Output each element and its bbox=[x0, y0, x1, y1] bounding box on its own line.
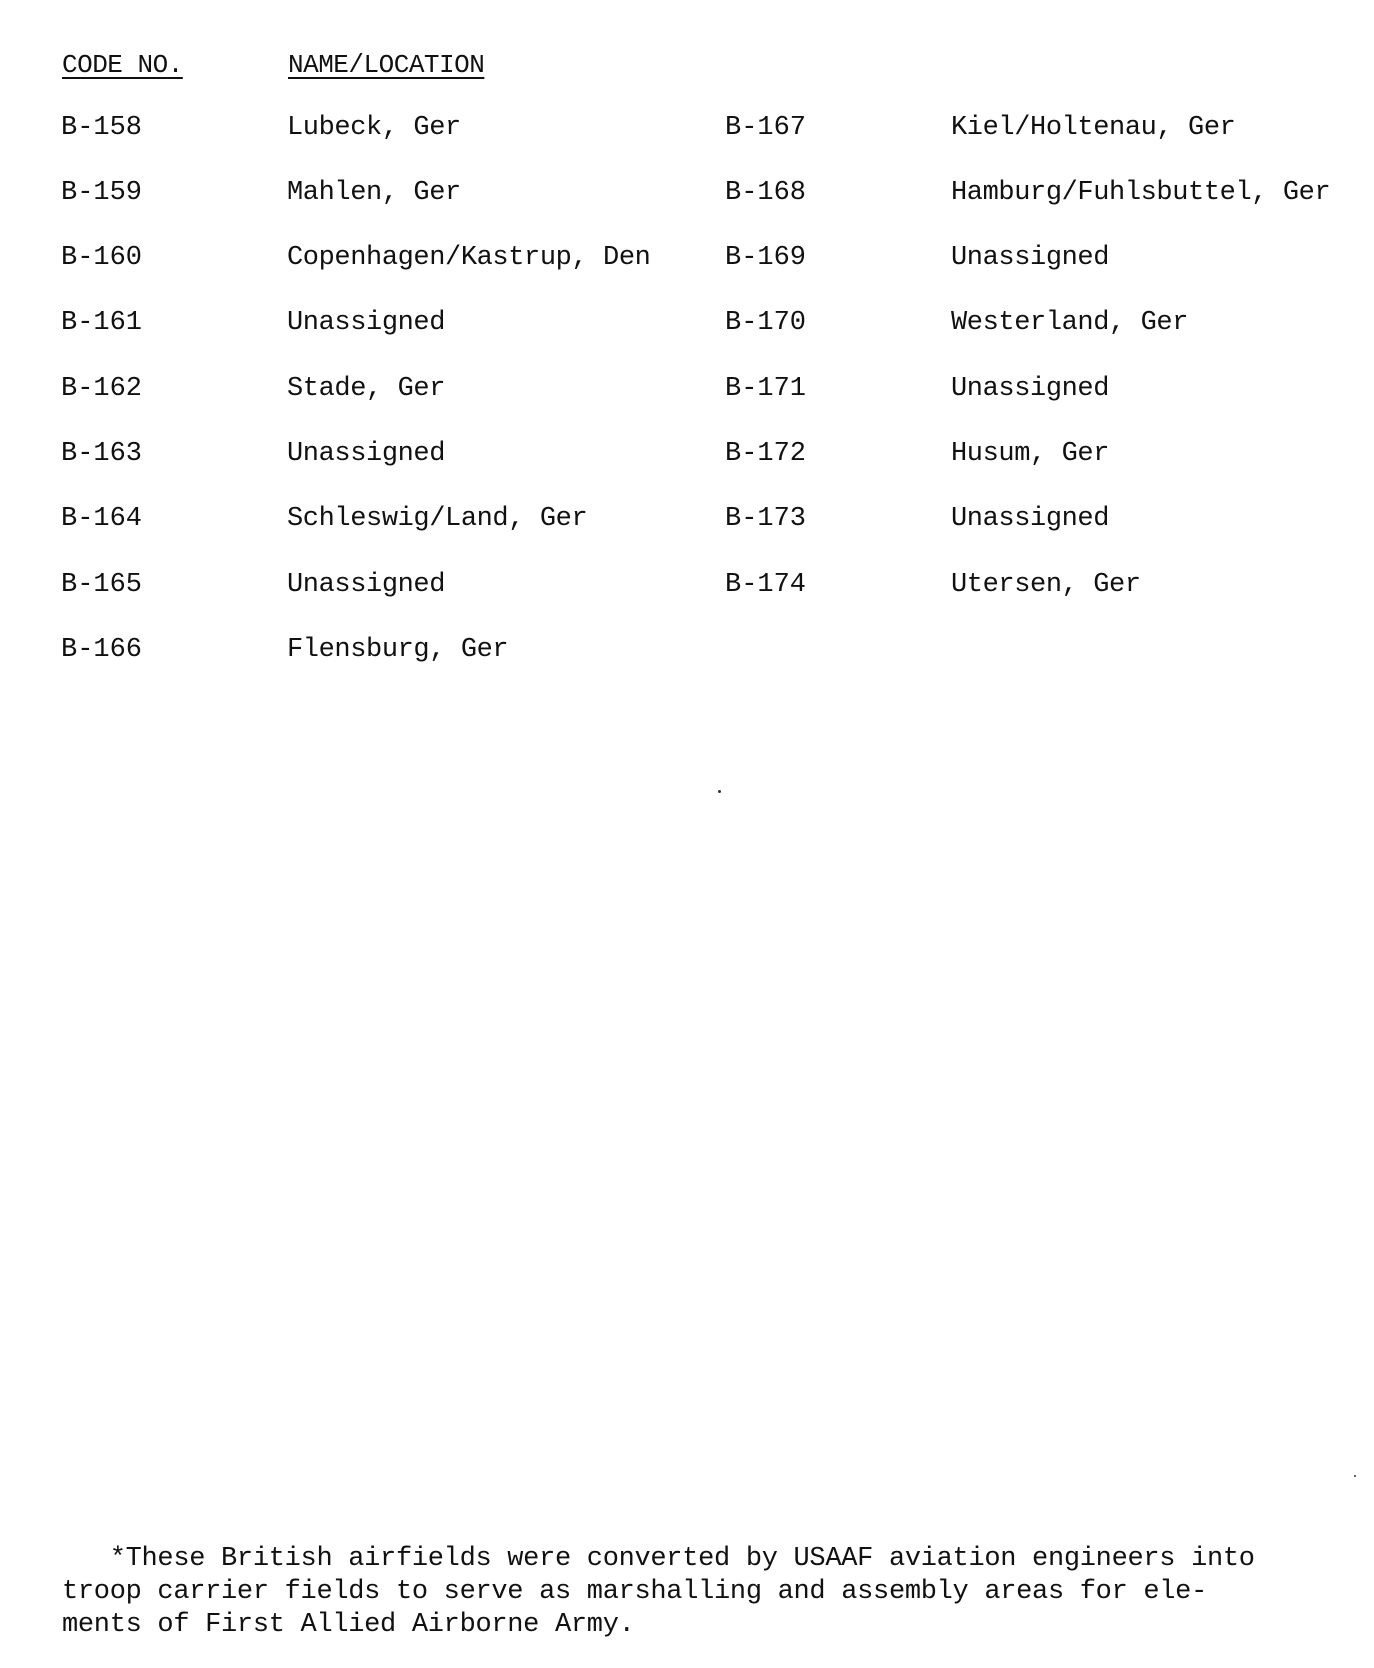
code-cell: B-165 bbox=[61, 570, 143, 600]
code-cell: B-168 bbox=[725, 178, 807, 208]
location-cell: Westerland, Ger bbox=[951, 308, 1189, 338]
code-cell: B-160 bbox=[61, 243, 143, 273]
header-code-no: CODE NO. bbox=[62, 50, 183, 80]
location-cell: Flensburg, Ger bbox=[287, 635, 509, 665]
code-cell: B-163 bbox=[61, 439, 143, 469]
code-cell: B-170 bbox=[725, 308, 807, 338]
location-cell: Unassigned bbox=[287, 308, 446, 338]
code-cell: B-164 bbox=[61, 504, 143, 534]
location-cell: Hamburg/Fuhlsbuttel, Ger bbox=[951, 178, 1331, 208]
footnote-line: troop carrier fields to serve as marshalling and assembly areas for ele- bbox=[62, 1577, 1207, 1607]
location-cell: Kiel/Holtenau, Ger bbox=[951, 113, 1236, 143]
location-cell: Schleswig/Land, Ger bbox=[287, 504, 588, 534]
header-name-location: NAME/LOCATION bbox=[288, 50, 485, 80]
location-cell: Mahlen, Ger bbox=[287, 178, 461, 208]
location-cell: Unassigned bbox=[951, 504, 1110, 534]
code-cell: B-169 bbox=[725, 243, 807, 273]
code-cell: B-162 bbox=[61, 374, 143, 404]
location-cell: Unassigned bbox=[287, 439, 446, 469]
footnote bbox=[62, 1543, 1352, 1642]
location-cell: Husum, Ger bbox=[951, 439, 1110, 469]
location-cell: Lubeck, Ger bbox=[287, 113, 461, 143]
code-cell: B-159 bbox=[61, 178, 143, 208]
code-cell: B-171 bbox=[725, 374, 807, 404]
location-cell: Utersen, Ger bbox=[951, 570, 1141, 600]
footnote-line: ments of First Allied Airborne Army. bbox=[62, 1610, 635, 1640]
location-cell: Unassigned bbox=[951, 243, 1110, 273]
scan-speck bbox=[718, 790, 721, 793]
location-cell: Unassigned bbox=[951, 374, 1110, 404]
code-cell: B-172 bbox=[725, 439, 807, 469]
code-cell: B-173 bbox=[725, 504, 807, 534]
code-cell: B-161 bbox=[61, 308, 143, 338]
scan-speck bbox=[1354, 1475, 1356, 1477]
location-cell: Stade, Ger bbox=[287, 374, 446, 404]
footnote-line: *These British airfields were converted by USAAF aviation engineers into bbox=[62, 1544, 1255, 1574]
code-cell: B-167 bbox=[725, 113, 807, 143]
location-cell: Unassigned bbox=[287, 570, 446, 600]
code-cell: B-158 bbox=[61, 113, 143, 143]
location-cell: Copenhagen/Kastrup, Den bbox=[287, 243, 651, 273]
code-cell: B-166 bbox=[61, 635, 143, 665]
code-cell: B-174 bbox=[725, 570, 807, 600]
